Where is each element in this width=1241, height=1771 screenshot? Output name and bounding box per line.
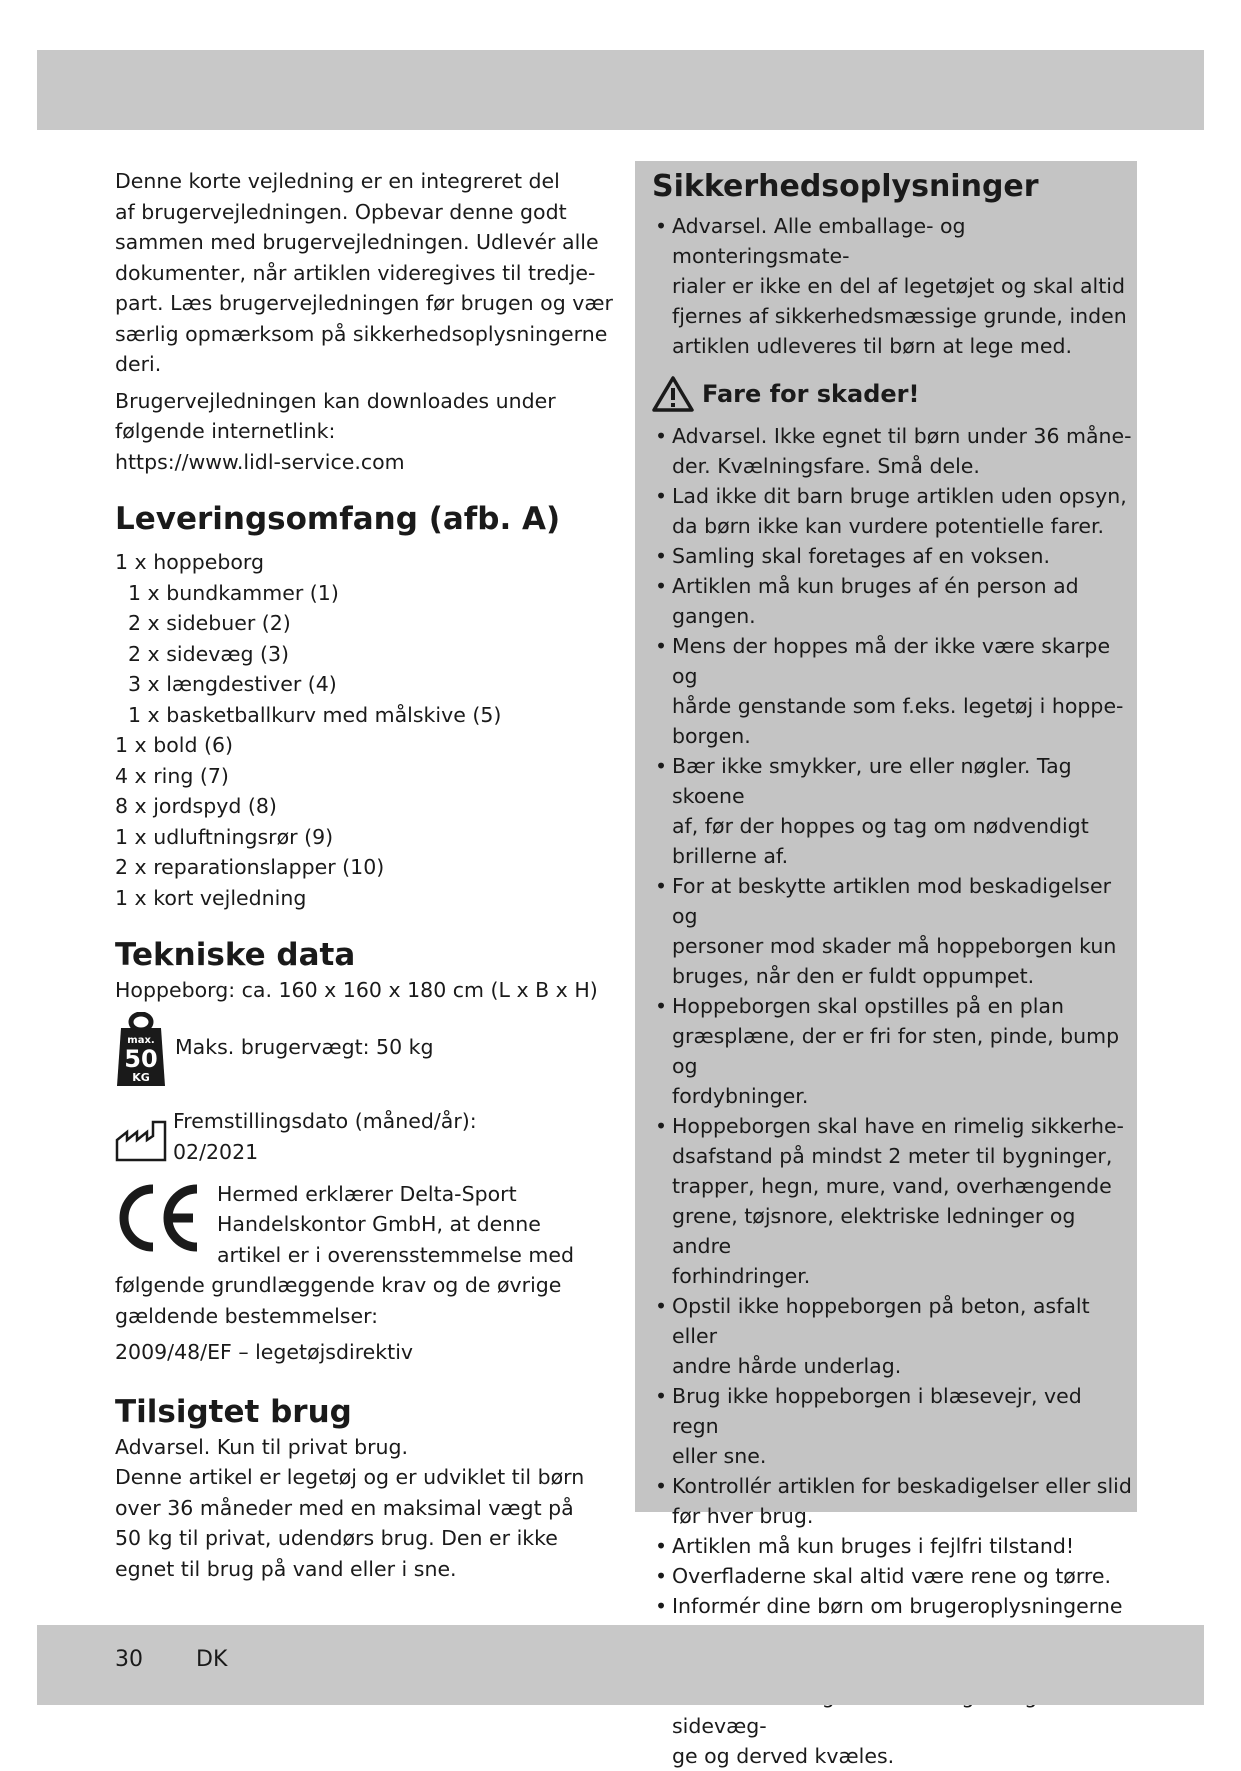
- safety-bullet-line: rialer er ikke en del af legetøjet og skal altid: [672, 274, 1126, 298]
- safety-bullet: [652, 991, 1132, 1111]
- use-p2-line: over 36 måneder med en maksimal vægt på: [115, 1495, 574, 1520]
- weight-icon-value: 50: [124, 1044, 158, 1073]
- safety-bullet-line: artiklen udleveres til børn at lege med.: [672, 334, 1073, 358]
- safety-bullet-line: fordybninger.: [672, 1084, 809, 1108]
- safety-bullet-line: personer mod skader må hoppeborgen kun: [672, 934, 1117, 958]
- date-text: [173, 1106, 477, 1167]
- intro-p1-line: særlig opmærksom på sikkerhedsoplysningerne: [115, 321, 608, 346]
- intro-p1-line: af brugervejledningen. Opbevar denne godt: [115, 199, 567, 224]
- date-value: 02/2021: [173, 1139, 259, 1164]
- intro-p1-line: dokumenter, når artiklen videregives til tredje-: [115, 260, 596, 285]
- safety-bullet: [652, 1561, 1132, 1591]
- ce-rest-line: gældende bestemmelser:: [115, 1303, 379, 1328]
- safety-bullet: [652, 481, 1132, 541]
- safety-bullet: [652, 631, 1132, 751]
- ce-row: [115, 1179, 615, 1271]
- delivery-title: Leveringsomfang (afb. A): [115, 501, 561, 537]
- delivery-item: 1 x basketballkurv med målskive (5): [128, 702, 502, 727]
- safety-bullet-line: • Mens der hoppes må der ikke være skarpe og: [672, 634, 1111, 688]
- ce-declaration-rest: [115, 1270, 615, 1331]
- delivery-list: [115, 547, 615, 913]
- safety-bullet: [652, 871, 1132, 991]
- safety-bullet-line: • Brug ikke hoppeborgen i blæsevejr, ved regn: [672, 1384, 1082, 1438]
- ce-rest-line: følgende grundlæggende krav og de øvrige: [115, 1273, 562, 1297]
- intro-p2-line: https://www.lidl-service.com: [115, 449, 405, 474]
- safety-bullet: [652, 1381, 1132, 1471]
- use-description: [115, 1462, 615, 1584]
- safety-bullet-line: trapper, hegn, mure, vand, overhængende: [672, 1174, 1112, 1198]
- warning-heading: [652, 375, 1132, 413]
- tech-size: Hoppeborg: ca. 160 x 160 x 180 cm (L x B x H): [115, 978, 598, 1002]
- delivery-item: 3 x længdestiver (4): [128, 672, 337, 696]
- ce-line: artikel er i overensstemmelse med: [217, 1242, 574, 1267]
- delivery-item: 1 x hoppeborg: [115, 550, 265, 574]
- weight-icon-unit: KG: [132, 1070, 150, 1084]
- weight-icon: [115, 1012, 167, 1099]
- intro-p1-line: deri.: [115, 352, 162, 376]
- safety-title: Sikkerhedsoplysninger: [652, 169, 1039, 204]
- safety-bullet-line: • sidevæg-: [672, 1714, 767, 1738]
- intro-paragraph-2: [115, 386, 615, 478]
- safety-bullet-line: da børn ikke kan vurdere potentielle farer.: [672, 514, 1105, 538]
- safety-bullet-line: grene, tøjsnore, elektriske ledninger og andre: [672, 1204, 1076, 1258]
- use-title: Tilsigtet brug: [115, 1393, 352, 1430]
- use-p2-line: Denne artikel er legetøj og er udviklet til børn: [115, 1465, 585, 1489]
- safety-bullet-line: eller sne.: [672, 1444, 767, 1468]
- ce-line: Handelskontor GmbH, at denne: [217, 1212, 541, 1236]
- safety-bullet: [652, 541, 1132, 571]
- safety-bullet: [652, 571, 1132, 631]
- delivery-item: 1 x udluftningsrør (9): [115, 824, 334, 849]
- safety-bullet-line: • Samling skal foretages af en voksen.: [672, 544, 1050, 568]
- intro-paragraph-1: [115, 166, 615, 380]
- safety-bullets: [652, 421, 1132, 1771]
- page-number: 30: [115, 1647, 143, 1672]
- intro-p1-line: sammen med brugervejledningen. Udlevér alle: [115, 230, 599, 254]
- delivery-item: 1 x bundkammer (1): [128, 580, 339, 605]
- safety-bullet-line: hårde genstande som f.eks. legetøj i hoppe-: [672, 694, 1124, 718]
- delivery-item: 2 x reparationslapper (10): [115, 855, 385, 879]
- safety-bullet-line: bruges, når den er fuldt oppumpet.: [672, 964, 1035, 988]
- safety-bullet-line: • Overfladerne skal altid være rene og tørre.: [672, 1564, 1111, 1588]
- safety-bullet-line: • Hoppeborgen skal opstilles på en plan: [672, 994, 1064, 1018]
- delivery-item: 1 x kort vejledning: [115, 885, 307, 910]
- safety-box: [635, 161, 1137, 1768]
- safety-bullet-line: • Opstil ikke hoppeborgen på beton, asfalt eller: [672, 1294, 1090, 1348]
- safety-bullet: [652, 421, 1132, 481]
- use-p2-line: egnet til brug på vand eller i sne.: [115, 1556, 457, 1581]
- left-column: [115, 166, 615, 1584]
- safety-bullet-line: ge og derved kvæles.: [672, 1744, 895, 1768]
- safety-bullet-line: andre hårde underlag.: [672, 1354, 902, 1378]
- safety-bullet-line: borgen.: [672, 724, 751, 748]
- intro-p2-line: Brugervejledningen kan downloades under: [115, 388, 556, 413]
- safety-bullet-line: • Advarsel. Ikke egnet til børn under 36 måne-: [672, 424, 1132, 448]
- safety-bullet: [652, 751, 1132, 871]
- intro-p1-line: Denne korte vejledning er en integreret del: [115, 169, 560, 193]
- max-weight-text: Maks. brugervægt: 50 kg: [175, 1034, 434, 1059]
- safety-first-list: [652, 211, 1132, 361]
- safety-bullet-line: • Bær ikke smykker, ure eller nøgler. Tag skoene: [672, 754, 1072, 808]
- delivery-item: 4 x ring (7): [115, 763, 229, 788]
- header-band: [37, 50, 1204, 130]
- delivery-item: 2 x sidevæg (3): [128, 641, 290, 666]
- intro-p2-line: følgende internetlink:: [115, 419, 336, 443]
- weight-icon-top: max.: [127, 1034, 155, 1046]
- safety-bullet-line: brillerne af.: [672, 844, 789, 868]
- safety-bullet-line: • Artiklen må kun bruges i fejlfri tilstand!: [672, 1534, 1075, 1558]
- safety-bullet-line: • Informér dine børn om brugeroplysningerne: [672, 1594, 1123, 1618]
- factory-icon: [115, 1118, 167, 1171]
- safety-bullet-line: af, før der hoppes og tag om nødvendigt: [672, 814, 1089, 838]
- safety-bullet-line: • Hoppeborgen skal have en rimelig sikkerhe-: [672, 1114, 1124, 1138]
- ce-line: Hermed erklærer Delta-Sport: [217, 1181, 517, 1206]
- warning-title: Fare for skader!: [702, 380, 920, 408]
- safety-bullet: [652, 1111, 1132, 1291]
- weight-row: [115, 1012, 615, 1099]
- safety-bullet-line: der. Kvælningsfare. Små dele.: [672, 454, 980, 478]
- ce-declaration-start: [217, 1179, 574, 1271]
- safety-bullet-line: fjernes af sikkerhedsmæssige grunde, inden: [672, 304, 1127, 328]
- safety-bullet-line: • Advarsel. Alle emballage- og monteringsmate-: [672, 214, 966, 268]
- delivery-item: 8 x jordspyd (8): [115, 794, 277, 818]
- delivery-item: 2 x sidebuer (2): [128, 611, 291, 635]
- safety-bullet: [652, 1471, 1132, 1531]
- date-label: Fremstillingsdato (måned/år):: [173, 1109, 477, 1133]
- warning-triangle-icon: [652, 375, 694, 413]
- safety-bullet-line: før hver brug.: [672, 1504, 814, 1528]
- language-code: DK: [196, 1647, 228, 1672]
- intro-p1-line: part. Læs brugervejledningen før brugen og vær: [115, 291, 613, 315]
- use-warning: Advarsel. Kun til privat brug.: [115, 1434, 409, 1459]
- ce-mark-icon: [115, 1183, 203, 1262]
- delivery-item: 1 x bold (6): [115, 733, 234, 757]
- safety-bullet-line: dsafstand på mindst 2 meter til bygninger,: [672, 1144, 1113, 1168]
- use-p2-line: 50 kg til privat, udendørs brug. Den er ikke: [115, 1526, 558, 1550]
- safety-bullet-line: • For at beskytte artiklen mod beskadigelser og: [672, 874, 1112, 928]
- safety-bullet-line: • Lad ikke dit barn bruge artiklen uden opsyn,: [672, 484, 1127, 508]
- safety-bullet-line: • Kontrollér artiklen for beskadigelser eller slid: [672, 1474, 1132, 1498]
- safety-bullet: [652, 211, 1132, 361]
- tech-title: Tekniske data: [115, 937, 356, 973]
- safety-bullet-line: forhindringer.: [672, 1264, 811, 1288]
- safety-bullet-line: • Artiklen må kun bruges af én person ad: [672, 574, 1079, 598]
- date-row: [115, 1106, 615, 1171]
- safety-bullet-line: gangen.: [672, 604, 756, 628]
- safety-bullet: [652, 1291, 1132, 1381]
- directive: 2009/48/EF – legetøjsdirektiv: [115, 1340, 414, 1364]
- safety-bullet-line: græsplæne, der er fri for sten, pinde, bump og: [672, 1024, 1120, 1078]
- safety-bullet: [652, 1531, 1132, 1561]
